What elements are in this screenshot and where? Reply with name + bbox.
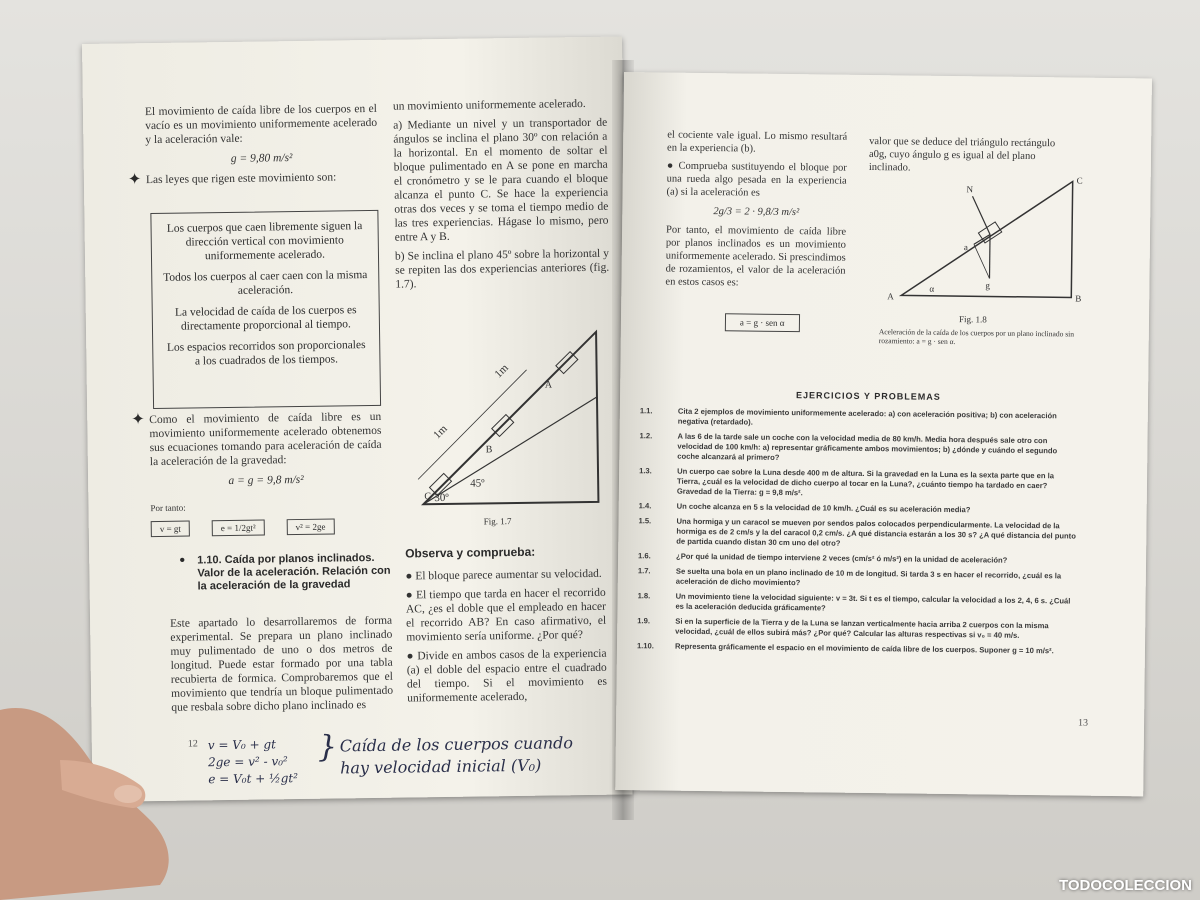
por-tanto-text: Por tanto, el movimiento de caída libre por planos inclinados es un movimiento uniformemente acelerado. Si prescindimos de rozamientos, el valor de la aceleración en estos casos es:	[665, 224, 847, 289]
exercise-row: 1.10. Representa gráficamente el espacio en el movimiento de caída libre de los cuerpos. Suponer g = 10 m/s².	[636, 641, 1054, 656]
gravity-vector	[990, 234, 991, 278]
exercise-row: 1.1. Cita 2 ejemplos de movimiento uniformemente acelerado: a) con aceleración positiva; b) con aceleración negativa (retardado).	[639, 406, 1057, 427]
fig-label-1m-lower: 1m	[431, 422, 450, 442]
exercise-row: 1.6. ¿Por qué la unidad de tiempo interviene 2 veces (cm/s² ó m/s²) en la unidad de aceleración?	[638, 551, 1008, 565]
por-tanto-label: Por tanto:	[150, 502, 186, 514]
a-formula: a = g = 9,8 m/s²	[228, 473, 304, 487]
fig-label-30: 30º	[434, 491, 449, 505]
mini-formulas-row	[151, 516, 391, 537]
label-alpha: α	[929, 283, 935, 294]
mini-formula-2: e = 1/2gt²	[212, 519, 265, 536]
handwritten-eq-3: e = V₀t + ½gt²	[208, 771, 299, 787]
acceleration-vector	[974, 234, 990, 244]
exercise-row: 1.5. Una hormiga y un caracol se mueven por sendos palos colocados perpendicularmente. La velocidad de la hormiga es de 2 cm/s y la del caracol 0,2 cm/s. ¿A qué distancia estarán a los 30 s? ¿A qué distancia del punto de partida cuando distan 30 cm uno del otro?	[638, 516, 1076, 548]
label-a-vector: a	[963, 242, 968, 253]
exercise-row: 1.8. Un movimiento tiene la velocidad siguiente: v = 3t. Si t es el tiempo, calcular la velocidad a los 2, 4, 6 s. ¿Cuál es la aceleración deducida gráficamente?	[637, 591, 1071, 613]
observa-list	[405, 567, 607, 711]
dot-bullet-icon: ●	[179, 554, 186, 566]
exercise-row: 1.4. Un coche alcanza en 5 s la velocidad de 10 km/h. ¿Cuál es su aceleración media?	[638, 501, 971, 515]
col2-top: un movimiento uniformemente acelerado.	[392, 97, 586, 113]
section-text	[170, 614, 393, 720]
observa-heading: Observa y comprueba:	[405, 544, 536, 561]
intro-text: El movimiento de caída libre de los cuerpos en el vacío es un movimiento uniformemente acelerado y la aceleración vale:	[144, 102, 378, 147]
experiment-b: b) Se inclina el plano 45º sobre la horizontal y se repiten las dos experiencias anteriores (fig. 1.7).	[394, 247, 610, 291]
exercise-row: 1.9. Si en la superficie de la Tierra y de la Luna se lanzan verticalmente hacia arriba 2 cuerpos con la misma velocidad, ¿cuál de ellos subirá más? ¿Por qué? Calcular las alturas respectivas si v₀ = 40 m/s.	[637, 616, 1049, 640]
handwritten-note-1: Caída de los cuerpos cuando	[339, 733, 574, 756]
normal-vector	[972, 196, 990, 234]
law-1: Los cuerpos que caen libremente siguen la dirección vertical con movimiento uniformemente acelerado.	[166, 220, 363, 263]
watermark: TODOCOLECCION	[1058, 877, 1192, 894]
incline-figure	[406, 327, 608, 510]
fig-label-1m-upper: 1m	[492, 361, 511, 381]
exercise-row: 1.7. Se suelta una bola en un plano inclinado de 10 m de longitud. Si tarda 3 s en hacer el recorrido, ¿cuál es la aceleración de dicho movimiento?	[637, 566, 1062, 588]
label-a: A	[887, 291, 894, 302]
col1-top: el cociente vale igual. Lo mismo resultará en la experiencia (b).	[667, 129, 848, 155]
left-page	[82, 36, 633, 801]
label-g-vector: g	[985, 280, 990, 291]
fraction-formula: 2g/3 = 2 · 9,8/3 m/s²	[713, 206, 800, 219]
law-3: La velocidad de caída de los cuerpos es directamente proporcional al tiempo.	[174, 304, 357, 333]
fig-label-c: C	[424, 491, 432, 503]
boxed-formula: a = g · sen α	[725, 313, 800, 332]
equations-block	[149, 410, 382, 495]
observa-item-1: ● El bloque parece aumentar su velocidad.	[405, 567, 602, 583]
page-number-left: 12	[187, 738, 198, 750]
exercises-list	[637, 406, 1080, 661]
star-bullet-icon: ✦	[131, 411, 145, 429]
right-col2-top: valor que se deduce del triángulo rectángulo a0g, cuyo ángulo g es igual al del plano inclinado.	[868, 136, 1056, 174]
fig-1-8-caption: Fig. 1.8	[958, 314, 987, 325]
inclined-plane-figure	[879, 173, 1091, 316]
fig-label-b: B	[485, 444, 493, 456]
star-bullet-icon: ✦	[127, 171, 142, 189]
handwritten-eq-2: 2ge = v² - v₀²	[207, 754, 288, 770]
label-b: B	[1075, 293, 1082, 304]
law-2: Todos los cuerpos al caer caen con la misma aceleración.	[163, 269, 368, 297]
section-heading: 1.10. Caída por planos inclinados. Valor de la aceleración. Relación con la aceleración de la gravedad	[197, 551, 391, 593]
right-col1	[665, 129, 847, 296]
section-body: Este apartado lo desarrollaremos de forma experimental. Se prepara un plano inclinado muy pulimentado de uno o dos metros de longitud. Puede estar formado por una tabla recubierta de formica. Comprobaremos que el movimiento que tendría un bloque pulimentado que resbala sobre dicho plano inclinado es	[170, 614, 394, 714]
fig-1-8-description: Aceleración de la caída de los cuerpos por un plano inclinado sin rozamiento: a = g · sen α.	[878, 327, 1075, 347]
block-a	[556, 352, 578, 374]
thumbnail	[114, 785, 142, 803]
incline-30-side	[597, 397, 598, 502]
hand-photo-element	[0, 690, 200, 900]
laws-box	[150, 210, 381, 409]
label-n: N	[966, 184, 974, 195]
hand-palm	[0, 708, 169, 900]
fig-label-45: 45º	[470, 477, 485, 490]
observa-item-3: ● Divide en ambos casos de la experiencia (a) el doble del espacio entre el cuadrado del tiempo. Si el movimiento es uniformemente acelerado,	[406, 647, 608, 705]
experiment-a: a) Mediante un nivel y un transportador de ángulos se inclina el plano 30º con relación a la horizontal. En el momento de soltar el bloque pulimentado en A se pone en marcha el cronómetro y se le para cuando el bloque alcanza el punto C. Se hace la experiencia otras dos veces y se toma el tiempo medio de las tres experiencias. Hágase lo mismo, pero entre A y B.	[393, 116, 609, 244]
exercise-row: 1.3. Un cuerpo cae sobre la Luna desde 400 m de altura. Si la gravedad en la Luna es la sexta parte que en la Tierra, ¿cuál es la velocidad de dicho cuerpo al tocar en la Luna?, ¿cuánto tiempo ha tardado en caer? Gravedad de la Tierra: g = 9,8 m/s².	[639, 466, 1055, 498]
page-number-right: 13	[1078, 717, 1089, 729]
laws-intro: Las leyes que rigen este movimiento son:	[145, 171, 337, 187]
left-col1-intro	[145, 102, 378, 173]
law-4: Los espacios recorridos son proporcionales a los cuadrados de los tiempos.	[166, 339, 366, 368]
label-c: C	[1076, 175, 1083, 186]
handwritten-note-2: hay velocidad inicial (V₀)	[340, 755, 542, 778]
fig-1-7-caption: Fig. 1.7	[483, 516, 512, 527]
handwritten-brace: }	[317, 729, 338, 765]
triangle-side	[974, 244, 990, 278]
equations-intro: Como el movimiento de caída libre es un movimiento uniformemente acelerado obtenemos sus ecuaciones tomando para aceleración de caída la aceleración de la gravedad:	[149, 410, 382, 469]
handwritten-eq-1: v = V₀ + gt	[207, 737, 277, 753]
right-page	[615, 72, 1152, 796]
left-col2-text	[393, 97, 610, 297]
exercises-title: EJERCICIOS Y PROBLEMAS	[796, 390, 941, 402]
fig-label-a: A	[544, 379, 553, 391]
incline-30-line	[422, 397, 598, 504]
mini-formula-1: v = gt	[151, 521, 190, 538]
comprueba-text: ● Comprueba sustituyendo el bloque por una rueda algo pesada en la experiencia (a) si la aceleración es	[666, 160, 847, 199]
mini-formula-3: v² = 2ge	[287, 519, 335, 536]
g-value: g = 9,80 m/s²	[230, 152, 293, 165]
observa-item-2: ● El tiempo que tarda en hacer el recorrido AC, ¿es el doble que el empleado en hacer el recorrido AB? En caso afirmativo, el movimiento sería uniforme. ¿Por qué?	[405, 586, 607, 644]
exercise-row: 1.2. A las 6 de la tarde sale un coche con la velocidad media de 80 km/h. Media hora después sale otro con velocidad de 100 km/h: a) representar gráficamente ambos movimientos; b) ¿dónde y cuándo el segundo coche alcanzará al primero?	[639, 431, 1058, 462]
